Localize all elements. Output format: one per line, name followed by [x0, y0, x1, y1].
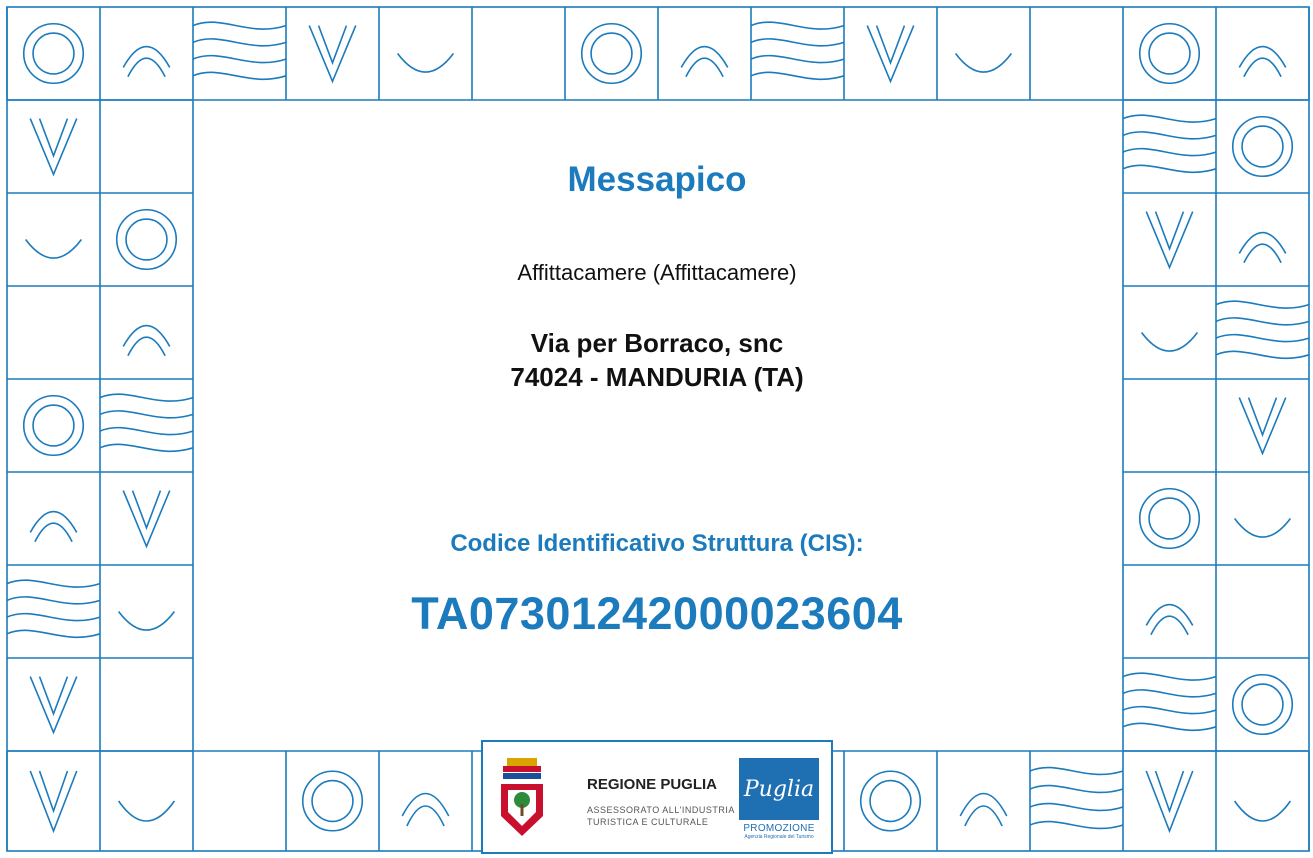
address-line-2: 74024 - MANDURIA (TA): [510, 362, 804, 392]
puglia-promozione-logo: [739, 758, 819, 840]
region-sub-line-1: ASSESSORATO ALL'INDUSTRIA: [587, 805, 735, 815]
promo-logo-mark: Puglia: [739, 758, 819, 820]
address-line-1: Via per Borraco, snc: [530, 328, 784, 358]
region-sub-line-2: TURISTICA E CULTURALE: [587, 817, 709, 827]
footer-logos: [481, 740, 833, 854]
region-title: REGIONE PUGLIA: [587, 776, 718, 793]
structure-address: [193, 326, 1121, 394]
promo-sub: Agenzia Regionale del Turismo: [744, 834, 814, 840]
structure-name: Messapico: [567, 160, 747, 199]
cis-code: TA07301242000023604: [411, 588, 903, 639]
cis-label: Codice Identificativo Struttura (CIS):: [450, 530, 864, 557]
structure-type: Affittacamere (Affittacamere): [517, 260, 797, 285]
promo-label: PROMOZIONE: [743, 823, 815, 834]
regione-puglia-crest-icon: [497, 756, 547, 842]
region-subtitle: [587, 804, 735, 828]
